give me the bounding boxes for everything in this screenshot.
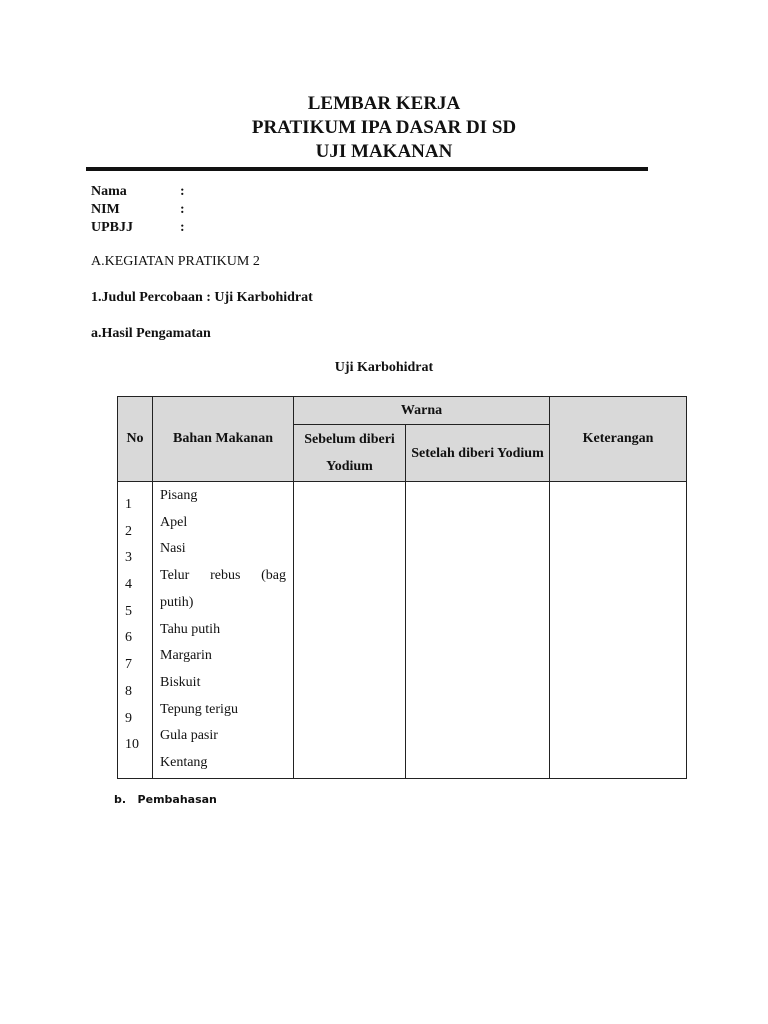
row-number: 5	[125, 603, 132, 619]
number-column	[118, 482, 153, 779]
title-line-1: LEMBAR KERJA	[307, 93, 461, 114]
food-item: Telur rebus (bag	[160, 568, 286, 584]
row-number: 8	[125, 683, 132, 699]
food-column	[153, 482, 294, 779]
header-keterangan: Keterangan	[550, 397, 687, 482]
identity-row-nama	[91, 183, 200, 201]
row-number: 7	[125, 657, 132, 673]
food-item: Gula pasir	[160, 728, 218, 744]
food-item: Margarin	[160, 648, 212, 664]
header-sebelum: Sebelum diberi Yodium	[294, 425, 406, 482]
sebelum-cell[interactable]	[294, 482, 406, 779]
identity-colon: :	[180, 184, 185, 199]
food-item: Pisang	[160, 488, 198, 503]
food-item: Tahu putih	[160, 621, 221, 637]
row-number: 10	[125, 737, 139, 753]
food-item: Nasi	[160, 541, 186, 557]
header-no: No	[118, 397, 153, 482]
experiment-title: 1.Judul Percobaan : Uji Karbohidrat	[91, 290, 313, 305]
discussion-heading: b. Pembahasan	[114, 793, 217, 806]
identity-colon: :	[180, 220, 185, 235]
identity-label: NIM	[91, 202, 120, 217]
identity-block	[91, 183, 200, 237]
setelah-cell[interactable]	[406, 482, 550, 779]
header-bahan-makanan: Bahan Makanan	[153, 397, 294, 482]
header-setelah: Setelah diberi Yodium	[406, 425, 550, 482]
identity-label: Nama	[91, 184, 127, 199]
food-item: Biskuit	[160, 674, 201, 690]
section-heading-kegiatan: A.KEGIATAN PRATIKUM 2	[91, 254, 260, 269]
food-item: putih)	[160, 594, 194, 610]
observation-heading: a.Hasil Pengamatan	[91, 326, 211, 341]
observation-table	[117, 396, 687, 779]
title-line-3: UJI MAKANAN	[315, 141, 453, 162]
food-item: Apel	[160, 514, 188, 530]
row-number: 3	[125, 550, 132, 566]
keterangan-cell[interactable]	[550, 482, 687, 779]
document-title	[0, 92, 768, 164]
row-number: 9	[125, 710, 132, 726]
food-item: Kentang	[160, 755, 208, 771]
header-warna: Warna	[294, 397, 550, 425]
row-number: 6	[125, 630, 132, 646]
food-item: Tepung terigu	[160, 701, 238, 717]
identity-colon: :	[180, 202, 185, 217]
row-number: 2	[125, 523, 132, 539]
row-number: 1	[125, 497, 132, 512]
title-line-2: PRATIKUM IPA DASAR DI SD	[251, 117, 517, 138]
row-number: 4	[125, 577, 132, 593]
identity-row-nim	[91, 201, 200, 219]
title-divider	[86, 167, 648, 171]
table-caption: Uji Karbohidrat	[334, 360, 434, 375]
identity-row-upbjj	[91, 219, 200, 237]
identity-label: UPBJJ	[91, 220, 133, 235]
